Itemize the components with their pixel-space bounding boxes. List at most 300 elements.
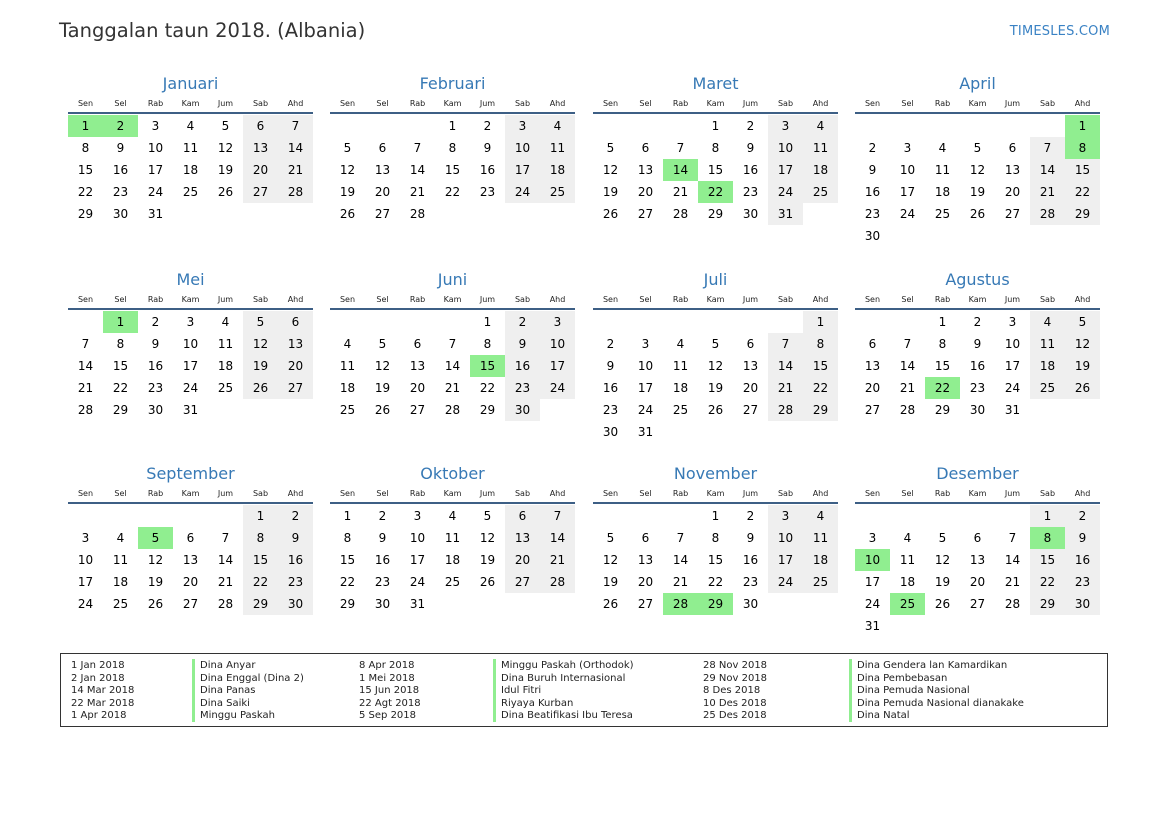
weekday-label: Sel	[114, 489, 127, 498]
weekday-label: Jum	[1004, 295, 1021, 304]
weekday-label: Jum	[1004, 489, 1021, 498]
day-cell: 25	[803, 181, 838, 203]
day-cell: 3	[868, 531, 877, 545]
day-cell: 19	[217, 163, 234, 177]
header-divider	[855, 112, 1100, 114]
day-cell: 6	[973, 531, 982, 545]
weekday-label: Sen	[864, 295, 881, 304]
day-cell: 25	[672, 403, 689, 417]
day-cell: 5	[243, 311, 278, 333]
weekday-label: Kam	[706, 295, 725, 304]
day-cell: 17	[768, 159, 803, 181]
day-cell: 7	[768, 333, 803, 355]
weekday-label: Rab	[147, 489, 164, 498]
weekday-label: Sel	[376, 295, 389, 304]
weekday-header	[330, 295, 575, 309]
day-cell: 22	[1065, 181, 1100, 203]
weekday-label: Rab	[934, 99, 951, 108]
weekday-label: Sab	[777, 295, 794, 304]
holiday-name: Dina Beatifikasi Ibu Teresa	[493, 709, 633, 722]
day-cell: 15	[1030, 549, 1065, 571]
day-cell: 14	[899, 359, 916, 373]
weekday-label: Rab	[934, 295, 951, 304]
day-cell: 18	[112, 575, 129, 589]
day-cell: 16	[505, 355, 540, 377]
day-cell: 2	[746, 119, 755, 133]
weekday-label: Sab	[1039, 99, 1056, 108]
day-cell: 19	[243, 355, 278, 377]
holiday-name: Dina Pembebasan	[849, 672, 947, 685]
day-cell: 21	[77, 381, 94, 395]
weekday-label: Sab	[514, 99, 531, 108]
day-cell: 31	[182, 403, 199, 417]
day-cell: 30	[742, 207, 759, 221]
day-cell: 28	[672, 207, 689, 221]
day-cell: 27	[864, 403, 881, 417]
day-cell: 13	[182, 553, 199, 567]
holiday-date: 22 Mar 2018	[71, 697, 135, 709]
day-cell: 17	[77, 575, 94, 589]
day-cell: 3	[81, 531, 90, 545]
day-cell: 11	[672, 359, 689, 373]
header-divider	[330, 308, 575, 310]
day-cell: 7	[1030, 137, 1065, 159]
weekday-label: Sab	[514, 295, 531, 304]
day-cell: 20	[409, 381, 426, 395]
weekday-header	[330, 99, 575, 113]
day-cell: 20	[374, 185, 391, 199]
day-cell: 13	[1004, 163, 1021, 177]
holiday-date: 25 Des 2018	[703, 710, 767, 721]
weekday-header	[68, 489, 313, 503]
holiday-day-cell: 1	[1065, 115, 1100, 137]
day-cell: 20	[742, 381, 759, 395]
day-cell: 14	[1030, 159, 1065, 181]
day-cell: 24	[147, 185, 164, 199]
holiday-date: 2 Jan 2018	[71, 672, 125, 684]
month-name: Februari	[419, 74, 486, 93]
day-cell: 9	[483, 141, 492, 155]
day-cell: 28	[540, 571, 575, 593]
weekday-label: Rab	[672, 295, 689, 304]
day-cell: 12	[374, 359, 391, 373]
header-divider	[855, 308, 1100, 310]
day-cell: 27	[182, 597, 199, 611]
day-cell: 25	[182, 185, 199, 199]
day-cell: 27	[637, 207, 654, 221]
weekday-label: Jum	[479, 99, 496, 108]
day-cell: 10	[505, 137, 540, 159]
day-cell: 27	[505, 571, 540, 593]
day-cell: 21	[409, 185, 426, 199]
day-cell: 17	[864, 575, 881, 589]
day-cell: 4	[221, 315, 230, 329]
day-cell: 30	[505, 399, 540, 421]
day-cell: 4	[803, 505, 838, 527]
day-cell: 26	[1065, 377, 1100, 399]
day-cell: 6	[641, 141, 650, 155]
day-cell: 28	[768, 399, 803, 421]
day-cell: 23	[864, 207, 881, 221]
weekday-label: Sen	[864, 99, 881, 108]
day-cell: 3	[413, 509, 422, 523]
day-cell: 29	[112, 403, 129, 417]
day-cell: 21	[899, 381, 916, 395]
day-cell: 7	[1008, 531, 1017, 545]
day-cell: 26	[969, 207, 986, 221]
day-cell: 3	[768, 115, 803, 137]
day-cell: 29	[339, 597, 356, 611]
day-cell: 21	[278, 159, 313, 181]
weekday-label: Kam	[181, 489, 200, 498]
holiday-date: 15 Jun 2018	[359, 685, 420, 696]
day-cell: 5	[221, 119, 230, 133]
day-cell: 12	[147, 553, 164, 567]
day-cell: 25	[803, 571, 838, 593]
day-cell: 22	[112, 381, 129, 395]
day-cell: 30	[112, 207, 129, 221]
day-cell: 24	[505, 181, 540, 203]
day-cell: 25	[934, 207, 951, 221]
weekday-label: Ahd	[812, 295, 829, 304]
weekday-header	[68, 295, 313, 309]
day-cell: 18	[182, 163, 199, 177]
day-cell: 2	[1065, 505, 1100, 527]
day-cell: 16	[864, 185, 881, 199]
holiday-date: 1 Jan 2018	[71, 660, 125, 671]
day-cell: 27	[969, 597, 986, 611]
day-cell: 18	[444, 553, 461, 567]
day-cell: 2	[483, 119, 492, 133]
weekday-label: Sen	[602, 295, 619, 304]
day-cell: 16	[1065, 549, 1100, 571]
day-cell: 25	[444, 575, 461, 589]
weekday-label: Ahd	[549, 295, 566, 304]
day-cell: 20	[637, 575, 654, 589]
day-cell: 7	[81, 337, 90, 351]
day-cell: 21	[444, 381, 461, 395]
weekday-label: Ahd	[1074, 99, 1091, 108]
day-cell: 31	[637, 425, 654, 439]
day-cell: 8	[448, 141, 457, 155]
day-cell: 3	[151, 119, 160, 133]
weekday-label: Sel	[114, 99, 127, 108]
day-cell: 11	[803, 137, 838, 159]
day-cell: 1	[938, 315, 947, 329]
day-cell: 5	[343, 141, 352, 155]
day-cell: 23	[147, 381, 164, 395]
day-cell: 26	[934, 597, 951, 611]
holiday-date: 29 Nov 2018	[703, 672, 768, 684]
day-cell: 16	[742, 553, 759, 567]
day-cell: 24	[409, 575, 426, 589]
weekday-label: Ahd	[287, 489, 304, 498]
day-cell: 5	[711, 337, 720, 351]
day-cell: 3	[505, 115, 540, 137]
day-cell: 24	[864, 597, 881, 611]
holiday-name: Dina Buruh Internasional	[493, 672, 625, 685]
day-cell: 2	[606, 337, 615, 351]
day-cell: 30	[742, 597, 759, 611]
weekday-label: Ahd	[287, 295, 304, 304]
day-cell: 9	[505, 333, 540, 355]
weekday-header	[593, 295, 838, 309]
day-cell: 14	[1004, 553, 1021, 567]
day-cell: 24	[768, 571, 803, 593]
day-cell: 30	[1065, 593, 1100, 615]
weekday-label: Sel	[901, 489, 914, 498]
day-cell: 2	[505, 311, 540, 333]
day-cell: 14	[444, 359, 461, 373]
day-cell: 4	[186, 119, 195, 133]
weekday-label: Sen	[864, 489, 881, 498]
day-cell: 23	[1065, 571, 1100, 593]
weekday-label: Ahd	[287, 99, 304, 108]
day-cell: 18	[899, 575, 916, 589]
weekday-label: Rab	[409, 489, 426, 498]
day-cell: 29	[707, 207, 724, 221]
holiday-name: Dina Panas	[192, 684, 256, 697]
day-cell: 30	[969, 403, 986, 417]
day-cell: 19	[707, 381, 724, 395]
day-cell: 8	[243, 527, 278, 549]
weekday-label: Sab	[1039, 489, 1056, 498]
day-cell: 11	[182, 141, 199, 155]
holiday-day-cell: 22	[925, 377, 960, 399]
day-cell: 1	[803, 311, 838, 333]
weekday-label: Kam	[968, 295, 987, 304]
day-cell: 13	[243, 137, 278, 159]
day-cell: 31	[768, 203, 803, 225]
site-link[interactable]: TIMESLES.COM	[1009, 24, 1110, 39]
header-divider	[330, 112, 575, 114]
day-cell: 1	[243, 505, 278, 527]
holiday-date: 10 Des 2018	[703, 697, 767, 709]
weekday-label: Sen	[77, 489, 94, 498]
day-cell: 2	[973, 315, 982, 329]
month-name: Juni	[437, 270, 468, 289]
day-cell: 17	[505, 159, 540, 181]
day-cell: 6	[243, 115, 278, 137]
day-cell: 11	[339, 359, 356, 373]
weekday-label: Sel	[901, 295, 914, 304]
day-cell: 2	[278, 505, 313, 527]
day-cell: 9	[278, 527, 313, 549]
weekday-label: Sel	[901, 99, 914, 108]
day-cell: 12	[969, 163, 986, 177]
day-cell: 17	[147, 163, 164, 177]
day-cell: 18	[1030, 355, 1065, 377]
day-cell: 16	[147, 359, 164, 373]
day-cell: 9	[606, 359, 615, 373]
day-cell: 25	[1030, 377, 1065, 399]
day-cell: 9	[973, 337, 982, 351]
holiday-name: Minggu Paskah (Orthodok)	[493, 659, 634, 672]
holiday-day-cell: 28	[663, 593, 698, 615]
weekday-label: Sab	[252, 489, 269, 498]
weekday-label: Jum	[742, 295, 759, 304]
day-cell: 24	[540, 377, 575, 399]
header-divider	[593, 112, 838, 114]
month-name: Agustus	[945, 270, 1010, 289]
day-cell: 16	[969, 359, 986, 373]
weekday-label: Rab	[672, 489, 689, 498]
day-cell: 7	[221, 531, 230, 545]
weekday-label: Rab	[409, 295, 426, 304]
weekday-label: Jum	[479, 295, 496, 304]
day-cell: 13	[742, 359, 759, 373]
day-cell: 9	[746, 141, 755, 155]
weekday-label: Sen	[602, 99, 619, 108]
day-cell: 8	[483, 337, 492, 351]
day-cell: 6	[868, 337, 877, 351]
weekday-label: Kam	[968, 489, 987, 498]
weekday-label: Ahd	[549, 489, 566, 498]
day-cell: 12	[479, 531, 496, 545]
day-cell: 17	[899, 185, 916, 199]
day-cell: 10	[899, 163, 916, 177]
holiday-date: 22 Agt 2018	[359, 697, 421, 709]
holiday-date: 1 Mei 2018	[359, 672, 415, 684]
holiday-legend	[60, 653, 1108, 727]
day-cell: 7	[278, 115, 313, 137]
day-cell: 5	[606, 531, 615, 545]
day-cell: 20	[278, 355, 313, 377]
day-cell: 22	[243, 571, 278, 593]
day-cell: 5	[938, 531, 947, 545]
day-cell: 13	[409, 359, 426, 373]
day-cell: 13	[969, 553, 986, 567]
holiday-date: 28 Nov 2018	[703, 660, 768, 671]
holiday-name: Dina Pemuda Nasional dianakake	[849, 697, 1024, 710]
month-name: Maret	[692, 74, 739, 93]
day-cell: 14	[217, 553, 234, 567]
day-cell: 11	[444, 531, 461, 545]
day-cell: 3	[641, 337, 650, 351]
day-cell: 27	[374, 207, 391, 221]
day-cell: 23	[278, 571, 313, 593]
header-divider	[68, 502, 313, 504]
weekday-header	[855, 99, 1100, 113]
day-cell: 29	[243, 593, 278, 615]
day-cell: 12	[339, 163, 356, 177]
day-cell: 16	[112, 163, 129, 177]
day-cell: 15	[339, 553, 356, 567]
holiday-name: Dina Pemuda Nasional	[849, 684, 970, 697]
day-cell: 1	[343, 509, 352, 523]
day-cell: 25	[339, 403, 356, 417]
day-cell: 13	[637, 553, 654, 567]
day-cell: 7	[413, 141, 422, 155]
day-cell: 19	[602, 575, 619, 589]
month-name: Juli	[703, 270, 728, 289]
day-cell: 6	[746, 337, 755, 351]
day-cell: 16	[479, 163, 496, 177]
day-cell: 21	[217, 575, 234, 589]
day-cell: 9	[378, 531, 387, 545]
holiday-day-cell: 15	[470, 355, 505, 377]
day-cell: 12	[934, 553, 951, 567]
day-cell: 24	[768, 181, 803, 203]
day-cell: 29	[1065, 203, 1100, 225]
day-cell: 8	[81, 141, 90, 155]
day-cell: 11	[1030, 333, 1065, 355]
weekday-label: Sel	[376, 99, 389, 108]
day-cell: 24	[77, 597, 94, 611]
holiday-name: Dina Saiki	[192, 697, 250, 710]
weekday-label: Rab	[934, 489, 951, 498]
day-cell: 22	[803, 377, 838, 399]
day-cell: 12	[1065, 333, 1100, 355]
day-cell: 4	[343, 337, 352, 351]
day-cell: 28	[217, 597, 234, 611]
day-cell: 27	[742, 403, 759, 417]
day-cell: 10	[768, 527, 803, 549]
day-cell: 26	[217, 185, 234, 199]
day-cell: 20	[505, 549, 540, 571]
day-cell: 19	[339, 185, 356, 199]
day-cell: 2	[151, 315, 160, 329]
day-cell: 30	[864, 229, 881, 243]
holiday-date: 8 Apr 2018	[359, 660, 415, 671]
day-cell: 6	[413, 337, 422, 351]
day-cell: 2	[378, 509, 387, 523]
day-cell: 14	[278, 137, 313, 159]
holiday-name: Dina Gendera lan Kamardikan	[849, 659, 1007, 672]
weekday-label: Ahd	[549, 99, 566, 108]
weekday-label: Sel	[639, 295, 652, 304]
weekday-label: Rab	[672, 99, 689, 108]
day-cell: 29	[479, 403, 496, 417]
holiday-day-cell: 10	[855, 549, 890, 571]
holiday-day-cell: 22	[698, 181, 733, 203]
day-cell: 14	[540, 527, 575, 549]
weekday-label: Jum	[217, 99, 234, 108]
day-cell: 17	[409, 553, 426, 567]
day-cell: 12	[602, 553, 619, 567]
weekday-label: Jum	[742, 99, 759, 108]
day-cell: 22	[707, 575, 724, 589]
holiday-day-cell: 2	[103, 115, 138, 137]
day-cell: 4	[903, 531, 912, 545]
day-cell: 4	[803, 115, 838, 137]
day-cell: 1	[1030, 505, 1065, 527]
day-cell: 5	[483, 509, 492, 523]
day-cell: 16	[278, 549, 313, 571]
day-cell: 3	[1008, 315, 1017, 329]
day-cell: 3	[186, 315, 195, 329]
weekday-label: Sel	[639, 489, 652, 498]
weekday-label: Sel	[114, 295, 127, 304]
holiday-name: Riyaya Kurban	[493, 697, 573, 710]
day-cell: 18	[217, 359, 234, 373]
day-cell: 5	[378, 337, 387, 351]
weekday-label: Jum	[217, 489, 234, 498]
weekday-label: Jum	[742, 489, 759, 498]
day-cell: 24	[899, 207, 916, 221]
weekday-label: Sen	[77, 99, 94, 108]
day-cell: 31	[864, 619, 881, 633]
day-cell: 24	[637, 403, 654, 417]
day-cell: 7	[903, 337, 912, 351]
day-cell: 18	[672, 381, 689, 395]
day-cell: 2	[868, 141, 877, 155]
day-cell: 6	[186, 531, 195, 545]
day-cell: 11	[217, 337, 234, 351]
day-cell: 19	[1065, 355, 1100, 377]
weekday-label: Rab	[147, 99, 164, 108]
day-cell: 22	[479, 381, 496, 395]
